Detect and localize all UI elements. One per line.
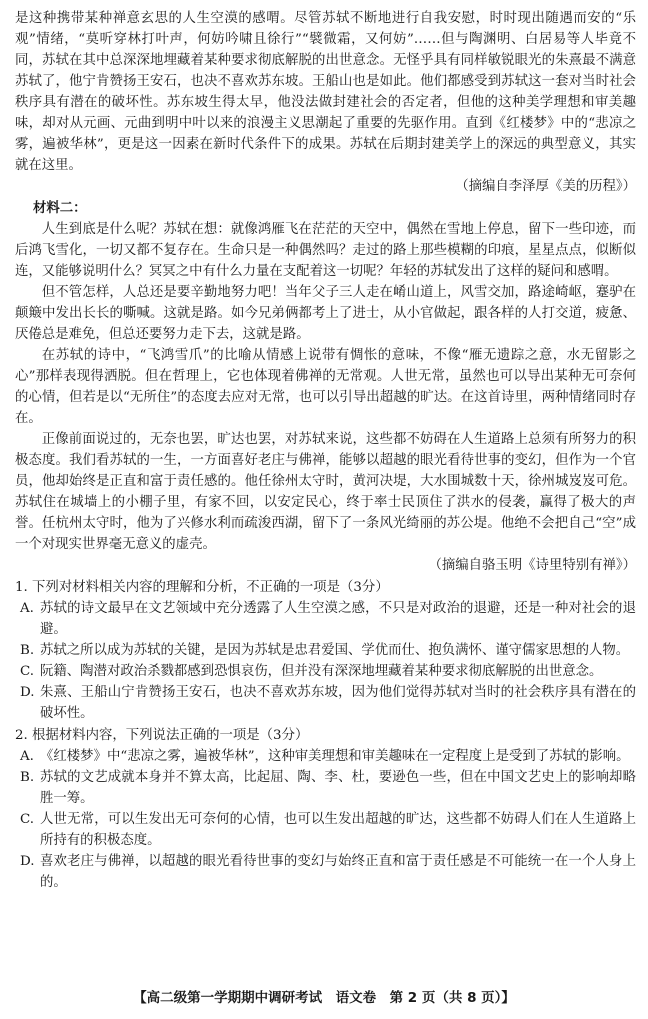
material2-paragraph: 在苏轼的诗中，“飞鸿雪爪”的比喻从情感上说带有惆怅的意味，不像“雁无遗踪之意，水无留影之心”那样表现得洒脱。但在哲理上，它也体现着佛禅的无常观。人世无常，虽然也可以导出某种无可奈何的心情，但若是以“无所住”的态度去应对无常，也可以引导出超越的旷达。在这首诗里，两种情绪同时存在。 xyxy=(15,348,636,426)
material1-citation: （摘编自李泽厚《美的历程》） xyxy=(455,179,636,194)
material2-paragraph: 正像前面说过的，无奈也罢，旷达也罢，对苏轼来说，这些都不妨碍在人生道路上总须有所努力的积极态度。我们看苏轼的一生，一方面喜好老庄与佛禅，能够以超越的眼光看待世事的变幻，但作为一个官员，他却始终是正直和富于责任感的。他任徐州太守时，黄河决堤，大水围城数十天，徐州城岌岌可危。苏轼住在城墙上的小棚子里，有家不回，以安定民心，终于率士民顶住了洪水的侵袭，赢得了极大的声誉。任杭州太守时，他为了兴修水利而疏浚西湖，留下了一条风光绮丽的苏公堤。他绝不会把自己“空”成一个对现实世界毫无意义的虚壳。 xyxy=(15,432,636,552)
option-text: 苏轼的诗文最早在文艺领域中充分透露了人生空漠之感，不只是对政治的退避，还是一种对社会的退避。 xyxy=(40,601,636,637)
page-footer: 【高二级第一学期期中调研考试 语文卷 第 2 页（共 8 页）】 xyxy=(133,990,515,1006)
option-letter: B. xyxy=(20,770,35,785)
material2-heading: 材料二： xyxy=(33,200,87,216)
answer-option-d xyxy=(15,682,636,724)
option-letter: B. xyxy=(20,643,35,658)
material1-tail-paragraph: 是这种携带某种禅意玄思的人生空漠的感喟。尽管苏轼不断地进行自我安慰，时时现出随遇而安的“乐观”情绪，“莫听穿林打叶声，何妨吟啸且徐行”“襞微霜，又何妨”……但与陶渊明、白居易等人毕竟不同，苏轼在其中总深深地埋藏着某种要求彻底解脱的出世意念。无怪乎具有同样敏锐眼光的朱熹最不满意苏轼了，他宁肯赞扬王安石，也决不喜欢苏东坡。王船山也是如此。他们都感受到苏轼这一套对当时社会秩序具有潜在的破坏性。苏东坡生得太早，他没法做封建社会的否定者，但他的这种美学理想和审美趣味，却对从元画、元曲到明中叶以来的浪漫主义思潮起了重要的先驱作用。直到《红楼梦》中的“悲凉之雾，遍被华林”，更是这一因素在新时代条件下的成果。苏轼在后期封建美学上的深远的典型意义，其实就在这里。 xyxy=(15,11,636,173)
answer-option-a xyxy=(15,746,636,767)
answer-option-d xyxy=(15,851,636,893)
option-letter: C. xyxy=(20,664,35,679)
material2-citation: （摘编自骆玉明《诗里特别有禅》） xyxy=(428,558,636,573)
option-text: 朱熹、王船山宁肯赞扬王安石，也决不喜欢苏东坡，因为他们觉得苏轼对当时的社会秩序具有潜在的破坏性。 xyxy=(40,685,636,721)
answer-option-b xyxy=(15,767,636,809)
option-text: 《红楼梦》中“悲凉之雾，遍被华林”，这种审美理想和审美趣味在一定程度上是受到了苏轼的影响。 xyxy=(40,749,630,764)
option-text: 阮籍、陶潜对政治杀戮都感到恐惧哀伤，但并没有深深地埋藏着某种要求彻底解脱的出世意念。 xyxy=(40,664,603,679)
option-letter: C. xyxy=(20,812,35,827)
question-stem: 1. 下列对材料相关内容的理解和分析，不正确的一项是（3分） xyxy=(15,580,389,595)
question-1 xyxy=(15,577,636,724)
question-stem: 2. 根据材料内容，下列说法正确的一项是（3分） xyxy=(15,728,309,743)
answer-option-b xyxy=(15,640,636,661)
option-letter: D. xyxy=(20,854,35,869)
option-letter: A. xyxy=(20,601,34,616)
answer-option-c xyxy=(15,661,636,682)
option-text: 人世无常，可以生发出无可奈何的心情，也可以生发出超越的旷达，这些都不妨碍人们在人生道路上所持有的积极态度。 xyxy=(40,812,636,848)
option-text: 苏轼的文艺成就本身并不算太高，比起屈、陶、李、杜，要逊色一些，但在中国文艺史上的影响却略胜一筹。 xyxy=(40,770,636,806)
option-text: 喜欢老庄与佛禅，以超越的眼光看待世事的变幻与始终正直和富于责任感是不可能统一在一个人身上的。 xyxy=(40,854,636,890)
material2-paragraph: 人生到底是什么呢？苏轼在想：就像鸿雁飞在茫茫的天空中，偶然在雪地上停息，留下一些印迹，而后鸿飞雪化，一切又都不复存在。生命只是一种偶然吗？走过的路上那些模糊的印痕，星星点点，似断似连，又能够说明什么？冥冥之中有什么力量在支配着这一切呢？年轻的苏轼发出了这样的疑问和感喟。 xyxy=(15,222,636,279)
option-letter: D. xyxy=(20,685,35,700)
option-text: 苏轼之所以成为苏轼的关键，是因为苏轼是忠君爱国、学优而仕、抱负满怀、谨守儒家思想的人物。 xyxy=(40,643,630,658)
answer-option-c xyxy=(15,809,636,851)
answer-option-a xyxy=(15,598,636,640)
material2-paragraph: 但不管怎样，人总还是要辛勤地努力吧！当年父子三人走在崤山道上，风雪交加，路途崎岖，蹇驴在颠簸中发出长长的嘶喊。这就是路。如今兄弟俩都考上了进士，从小官做起，跟各样的人打交道，疲惫、厌倦总是难免，但总还要努力走下去，这就是路。 xyxy=(15,285,636,342)
option-letter: A. xyxy=(20,749,34,764)
question-2 xyxy=(15,725,636,893)
